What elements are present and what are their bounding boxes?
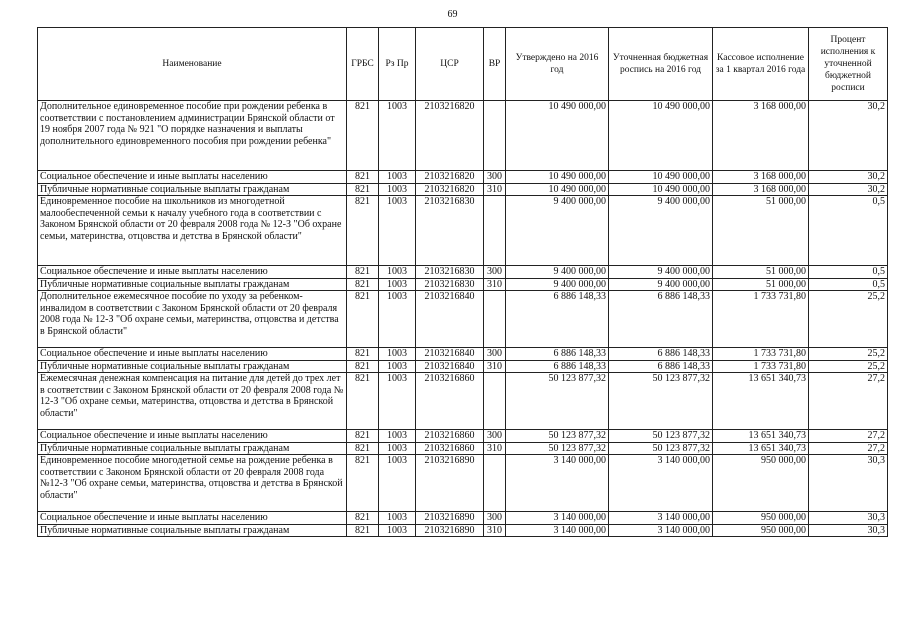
row-name: Социальное обеспечение и иные выплаты населению	[38, 266, 347, 279]
row-grbs: 821	[347, 442, 379, 455]
row-cash: 950 000,00	[713, 512, 809, 525]
row-grbs: 821	[347, 455, 379, 512]
row-rzpr: 1003	[379, 524, 416, 537]
row-csr: 2103216840	[416, 348, 484, 361]
row-name: Единовременное пособие многодетной семье на рождение ребенка в соответствии с Законом Брянской области от 20 февраля 2008 года №12-З "Об охране семьи, материнства, отцовства и детства в Брянской области"	[38, 455, 347, 512]
row-rzpr: 1003	[379, 442, 416, 455]
row-vr	[484, 455, 506, 512]
row-vr	[484, 291, 506, 348]
row-name: Социальное обеспечение и иные выплаты населению	[38, 430, 347, 443]
row-percent: 25,2	[809, 291, 888, 348]
table-row	[38, 278, 888, 291]
row-grbs: 821	[347, 278, 379, 291]
row-vr: 310	[484, 524, 506, 537]
row-cash: 1 733 731,80	[713, 348, 809, 361]
row-grbs: 821	[347, 266, 379, 279]
row-percent: 25,2	[809, 360, 888, 373]
row-approved: 50 123 877,32	[506, 430, 609, 443]
row-cash: 3 168 000,00	[713, 101, 809, 171]
row-refined: 10 490 000,00	[609, 101, 713, 171]
row-refined: 3 140 000,00	[609, 455, 713, 512]
row-refined: 50 123 877,32	[609, 373, 713, 430]
table-row	[38, 291, 888, 348]
row-vr: 310	[484, 183, 506, 196]
header-row	[38, 28, 888, 101]
row-percent: 30,2	[809, 183, 888, 196]
row-percent: 0,5	[809, 196, 888, 266]
row-cash: 950 000,00	[713, 524, 809, 537]
row-csr: 2103216830	[416, 196, 484, 266]
header-csr: ЦСР	[416, 28, 484, 101]
row-grbs: 821	[347, 373, 379, 430]
row-vr: 300	[484, 430, 506, 443]
row-percent: 30,2	[809, 171, 888, 184]
row-cash: 51 000,00	[713, 196, 809, 266]
row-csr: 2103216840	[416, 291, 484, 348]
row-rzpr: 1003	[379, 266, 416, 279]
row-vr	[484, 101, 506, 171]
row-approved: 10 490 000,00	[506, 183, 609, 196]
row-approved: 50 123 877,32	[506, 373, 609, 430]
row-rzpr: 1003	[379, 196, 416, 266]
row-percent: 30,3	[809, 512, 888, 525]
table-row	[38, 101, 888, 171]
table-row	[38, 373, 888, 430]
row-cash: 13 651 340,73	[713, 442, 809, 455]
row-approved: 50 123 877,32	[506, 442, 609, 455]
row-refined: 6 886 148,33	[609, 291, 713, 348]
row-grbs: 821	[347, 430, 379, 443]
row-grbs: 821	[347, 101, 379, 171]
header-percent: Процент исполнения к уточненной бюджетной росписи	[809, 28, 888, 101]
row-rzpr: 1003	[379, 360, 416, 373]
row-percent: 27,2	[809, 442, 888, 455]
row-cash: 13 651 340,73	[713, 430, 809, 443]
row-vr	[484, 196, 506, 266]
row-rzpr: 1003	[379, 171, 416, 184]
table-row	[38, 183, 888, 196]
row-rzpr: 1003	[379, 455, 416, 512]
row-csr: 2103216860	[416, 442, 484, 455]
row-approved: 6 886 148,33	[506, 348, 609, 361]
row-approved: 3 140 000,00	[506, 524, 609, 537]
row-name: Публичные нормативные социальные выплаты гражданам	[38, 360, 347, 373]
table-row	[38, 266, 888, 279]
row-csr: 2103216890	[416, 455, 484, 512]
row-csr: 2103216840	[416, 360, 484, 373]
row-rzpr: 1003	[379, 183, 416, 196]
table-row	[38, 430, 888, 443]
table-row	[38, 360, 888, 373]
header-approved: Утверждено на 2016 год	[506, 28, 609, 101]
row-approved: 9 400 000,00	[506, 266, 609, 279]
table-row	[38, 348, 888, 361]
row-percent: 0,5	[809, 266, 888, 279]
table-row	[38, 524, 888, 537]
page-number: 69	[447, 9, 458, 20]
row-vr: 310	[484, 360, 506, 373]
row-approved: 6 886 148,33	[506, 291, 609, 348]
row-refined: 50 123 877,32	[609, 430, 713, 443]
header-refined: Уточненная бюджетная роспись на 2016 год	[609, 28, 713, 101]
row-name: Социальное обеспечение и иные выплаты населению	[38, 512, 347, 525]
row-vr	[484, 373, 506, 430]
row-percent: 30,3	[809, 455, 888, 512]
row-name: Ежемесячная денежная компенсация на питание для детей до трех лет в соответствии с Законом Брянской области от 20 февраля 2008 года № 12-З "Об охране семьи, материнства, отцовства и детства в Брянской области"	[38, 373, 347, 430]
row-name: Публичные нормативные социальные выплаты гражданам	[38, 442, 347, 455]
row-name: Дополнительное ежемесячное пособие по уходу за ребенком-инвалидом в соответствии с Законом Брянской области от 20 февраля 2008 года № 12-З "Об охране семьи, материнства, отцовства и детства в Брянской области"	[38, 291, 347, 348]
row-percent: 27,2	[809, 373, 888, 430]
row-rzpr: 1003	[379, 430, 416, 443]
row-approved: 6 886 148,33	[506, 360, 609, 373]
row-cash: 1 733 731,80	[713, 360, 809, 373]
row-rzpr: 1003	[379, 512, 416, 525]
table-row	[38, 512, 888, 525]
header-name: Наименование	[38, 28, 347, 101]
row-grbs: 821	[347, 524, 379, 537]
row-cash: 51 000,00	[713, 278, 809, 291]
row-grbs: 821	[347, 512, 379, 525]
row-cash: 51 000,00	[713, 266, 809, 279]
row-rzpr: 1003	[379, 291, 416, 348]
header-grbs: ГРБС	[347, 28, 379, 101]
table-row	[38, 442, 888, 455]
row-grbs: 821	[347, 291, 379, 348]
row-vr: 300	[484, 348, 506, 361]
row-refined: 6 886 148,33	[609, 360, 713, 373]
row-vr: 300	[484, 171, 506, 184]
row-grbs: 821	[347, 183, 379, 196]
row-refined: 6 886 148,33	[609, 348, 713, 361]
row-percent: 25,2	[809, 348, 888, 361]
row-rzpr: 1003	[379, 348, 416, 361]
row-csr: 2103216860	[416, 373, 484, 430]
row-approved: 9 400 000,00	[506, 196, 609, 266]
row-cash: 3 168 000,00	[713, 171, 809, 184]
row-name: Дополнительное единовременное пособие при рождении ребенка в соответствии с постановлением администрации Брянской области от 19 ноября 2007 года № 921 "О порядке назначения и выплаты дополнительного единовременного пособия при рождении ребенка"	[38, 101, 347, 171]
row-csr: 2103216830	[416, 278, 484, 291]
row-grbs: 821	[347, 171, 379, 184]
row-name: Публичные нормативные социальные выплаты гражданам	[38, 524, 347, 537]
row-csr: 2103216820	[416, 183, 484, 196]
row-cash: 1 733 731,80	[713, 291, 809, 348]
row-approved: 10 490 000,00	[506, 101, 609, 171]
row-vr: 310	[484, 442, 506, 455]
row-name: Публичные нормативные социальные выплаты гражданам	[38, 278, 347, 291]
row-cash: 13 651 340,73	[713, 373, 809, 430]
row-cash: 3 168 000,00	[713, 183, 809, 196]
table-row	[38, 455, 888, 512]
row-refined: 10 490 000,00	[609, 171, 713, 184]
row-percent: 30,3	[809, 524, 888, 537]
row-name: Единовременное пособие на школьников из многодетной малообеспеченной семьи к началу учебного года в соответствии с Законом Брянской области от 20 февраля 2008 года № 12-З "Об охране семьи, материнства, отцовства и детства в Брянской области"	[38, 196, 347, 266]
row-cash: 950 000,00	[713, 455, 809, 512]
row-refined: 10 490 000,00	[609, 183, 713, 196]
row-refined: 3 140 000,00	[609, 512, 713, 525]
row-csr: 2103216820	[416, 101, 484, 171]
row-rzpr: 1003	[379, 278, 416, 291]
budget-table	[37, 27, 888, 537]
table-row	[38, 196, 888, 266]
row-csr: 2103216820	[416, 171, 484, 184]
row-csr: 2103216830	[416, 266, 484, 279]
row-grbs: 821	[347, 348, 379, 361]
row-csr: 2103216890	[416, 512, 484, 525]
table-row	[38, 171, 888, 184]
row-vr: 310	[484, 278, 506, 291]
row-approved: 10 490 000,00	[506, 171, 609, 184]
row-refined: 9 400 000,00	[609, 196, 713, 266]
row-refined: 3 140 000,00	[609, 524, 713, 537]
row-rzpr: 1003	[379, 373, 416, 430]
row-grbs: 821	[347, 360, 379, 373]
row-percent: 0,5	[809, 278, 888, 291]
row-vr: 300	[484, 512, 506, 525]
row-percent: 27,2	[809, 430, 888, 443]
row-approved: 3 140 000,00	[506, 455, 609, 512]
row-refined: 50 123 877,32	[609, 442, 713, 455]
row-name: Публичные нормативные социальные выплаты гражданам	[38, 183, 347, 196]
header-cash: Кассовое исполнение за 1 квартал 2016 года	[713, 28, 809, 101]
row-csr: 2103216860	[416, 430, 484, 443]
header-vr: ВР	[484, 28, 506, 101]
row-csr: 2103216890	[416, 524, 484, 537]
row-percent: 30,2	[809, 101, 888, 171]
row-refined: 9 400 000,00	[609, 266, 713, 279]
row-approved: 3 140 000,00	[506, 512, 609, 525]
row-grbs: 821	[347, 196, 379, 266]
row-name: Социальное обеспечение и иные выплаты населению	[38, 171, 347, 184]
row-approved: 9 400 000,00	[506, 278, 609, 291]
row-name: Социальное обеспечение и иные выплаты населению	[38, 348, 347, 361]
row-rzpr: 1003	[379, 101, 416, 171]
row-refined: 9 400 000,00	[609, 278, 713, 291]
row-vr: 300	[484, 266, 506, 279]
header-rzpr: Рз Пр	[379, 28, 416, 101]
